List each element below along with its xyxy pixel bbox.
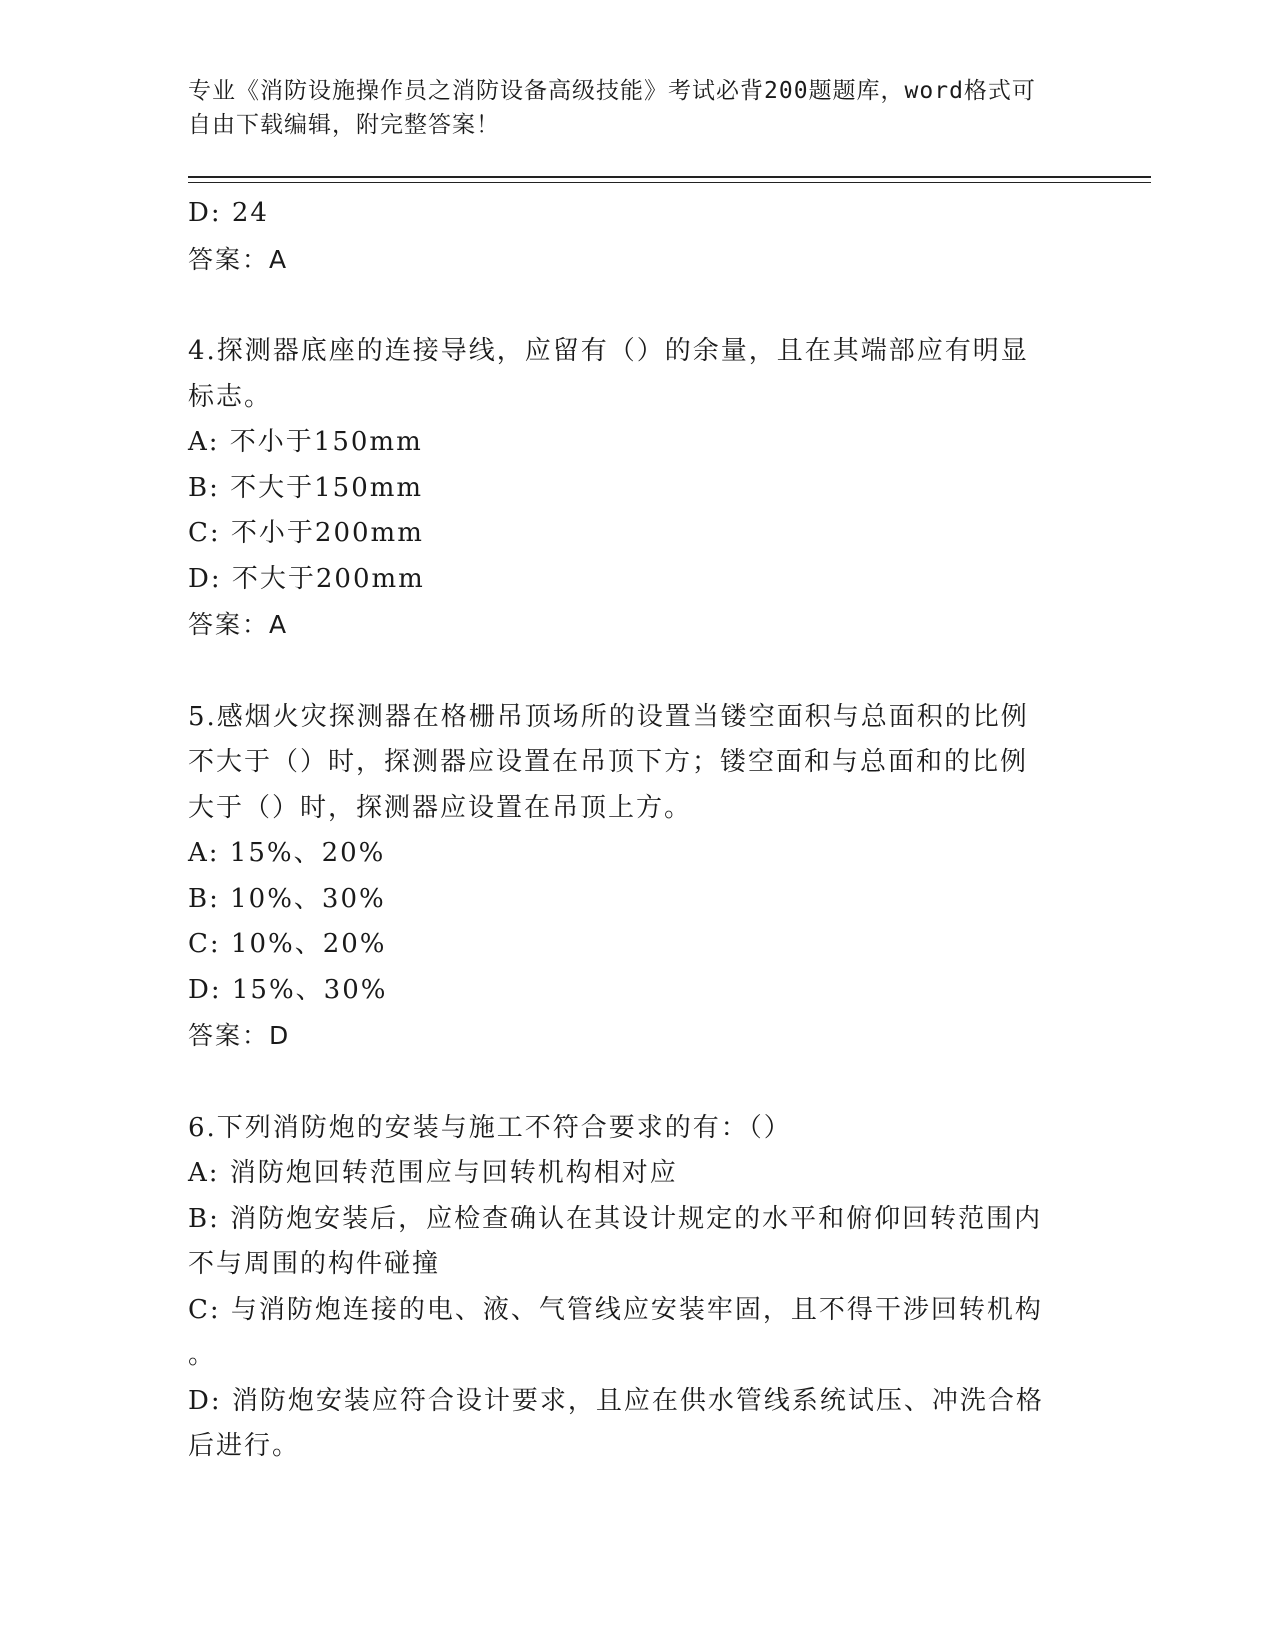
header-divider-thick xyxy=(188,176,1151,178)
header-title-line-1: 专业《消防设施操作员之消防设备高级技能》考试必背200题题库，word格式可 xyxy=(188,78,1036,104)
q6-option-a: A: 消防炮回转范围应与回转机构相对应 xyxy=(188,1158,678,1188)
q4-option-c: C: 不小于200mm xyxy=(188,518,424,548)
q6-option-c-line-1: C: 与消防炮连接的电、液、气管线应安装牢固，且不得干涉回转机构 xyxy=(188,1294,1043,1325)
q6-option-b-line-1: B: 消防炮安装后，应检查确认在其设计规定的水平和俯仰回转范围内 xyxy=(188,1203,1043,1234)
q4-option-d: D: 不大于200mm xyxy=(188,563,425,594)
question-3-tail xyxy=(188,191,1068,282)
document-body xyxy=(188,191,1068,1470)
q4-stem-line-2: 标志。 xyxy=(188,381,273,412)
q4-stem-line-1: 4.探测器底座的连接导线，应留有（）的余量，且在其端部应有明显 xyxy=(188,336,1029,366)
q6-option-d-line-2: 后进行。 xyxy=(188,1431,301,1461)
q3-answer: 答案：A xyxy=(188,244,289,274)
q4-answer: 答案：A xyxy=(188,610,289,639)
q5-stem-line-1: 5.感烟火灾探测器在格栅吊顶场所的设置当镂空面积与总面积的比例 xyxy=(188,701,1029,732)
question-4 xyxy=(188,329,1068,648)
question-spacer xyxy=(188,282,1068,329)
page-header xyxy=(188,74,1068,142)
header-divider-thin xyxy=(188,182,1151,183)
question-6 xyxy=(188,1106,1068,1470)
question-spacer xyxy=(188,1059,1068,1106)
q4-option-a: A: 不小于150mm xyxy=(188,427,423,457)
q5-option-b: B: 10%、30% xyxy=(188,883,386,914)
q6-option-b-line-2: 不与周围的构件碰撞 xyxy=(188,1249,441,1279)
q5-stem-line-2: 不大于（）时，探测器应设置在吊顶下方；镂空面和与总面和的比例 xyxy=(188,747,1029,777)
q5-option-c: C: 10%、20% xyxy=(188,929,387,959)
q6-option-d-line-1: D: 消防炮安装应符合设计要求，且应在供水管线系统试压、冲洗合格 xyxy=(188,1385,1044,1416)
q5-option-a: A: 15%、20% xyxy=(188,838,386,868)
q5-stem-line-3: 大于（）时，探测器应设置在吊顶上方。 xyxy=(188,792,693,823)
q6-option-c-line-2: 。 xyxy=(188,1340,217,1370)
question-spacer xyxy=(188,648,1068,695)
q5-option-d: D: 15%、30% xyxy=(188,974,388,1005)
q3-option-d: D: 24 xyxy=(188,198,269,228)
header-title-line-2: 自由下载编辑，附完整答案！ xyxy=(188,112,500,138)
q6-stem-line-1: 6.下列消防炮的安装与施工不符合要求的有：（） xyxy=(188,1112,792,1143)
q5-answer: 答案：D xyxy=(188,1021,291,1050)
question-5 xyxy=(188,695,1068,1059)
q4-option-b: B: 不大于150mm xyxy=(188,472,424,503)
